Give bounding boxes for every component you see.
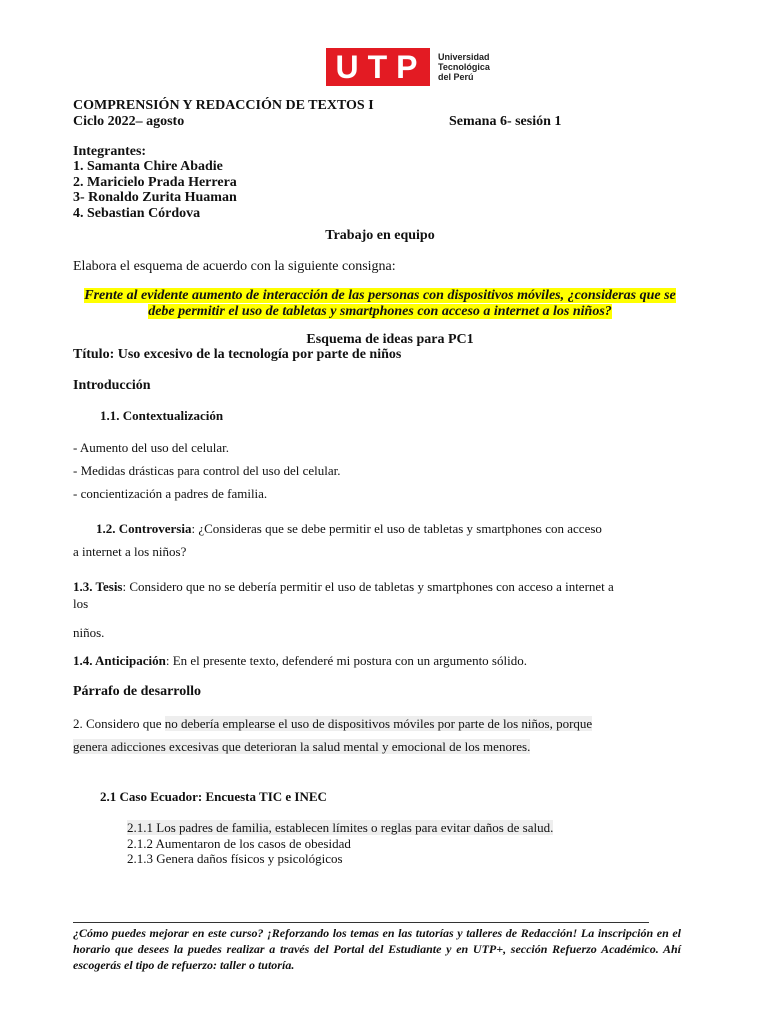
member-item: 4. Sebastian Córdova [73, 206, 201, 221]
cycle-label: Ciclo 2022– agosto [73, 114, 185, 129]
paragraph-2-line-2-text: genera adicciones excesivas que deterioran la salud mental y emocional de los menores. [73, 739, 531, 754]
session-label: Semana 6- sesión 1 [449, 114, 562, 129]
intro-heading: Introducción [73, 378, 151, 393]
university-line-3: del Perú [438, 72, 474, 82]
thesis-line-3: niños. [73, 625, 105, 640]
utp-logo [326, 48, 490, 86]
case-item-text: 2.1.1 Los padres de familia, establecen límites o reglas para evitar daños de salud. [127, 820, 554, 835]
footer-divider [73, 922, 649, 923]
case-heading: 2.1 Caso Ecuador: Encuesta TIC e INEC [100, 789, 327, 804]
prompt-line-1 [60, 288, 700, 304]
case-item [127, 820, 553, 836]
members-title: Integrantes: [73, 144, 147, 159]
prompt-line-2-text: debe permitir el uso de tabletas y smartphones con acceso a internet a los niños? [148, 304, 612, 319]
development-heading: Párrafo de desarrollo [73, 684, 202, 699]
instruction-text: Elabora el esquema de acuerdo con la siguiente consigna: [73, 259, 396, 274]
member-item: 2. Maricielo Prada Herrera [73, 175, 237, 190]
case-item: 2.1.2 Aumentaron de los casos de obesidad [127, 836, 351, 851]
member-item: 3- Ronaldo Zurita Huaman [73, 190, 237, 205]
university-line-2: Tecnológica [438, 62, 490, 72]
scheme-title: Esquema de ideas para PC1 [306, 332, 474, 347]
title-line: Título: Uso excesivo de la tecnología por parte de niños [73, 347, 402, 362]
anticipation-text: : En el presente texto, defenderé mi postura con un argumento sólido. [165, 653, 527, 668]
university-name [438, 52, 490, 82]
case-item: 2.1.3 Genera daños físicos y psicológicos [127, 851, 343, 866]
paragraph-2-line-1 [73, 716, 592, 732]
anticipation-label: 1.4. Anticipación [73, 653, 166, 668]
context-item: - Medidas drásticas para control del uso del celular. [73, 463, 341, 478]
university-line-1: Universidad [438, 52, 490, 62]
paragraph-2-highlight: no debería emplearse el uso de dispositivos móviles por parte de los niños, porque [164, 716, 593, 731]
context-item: - Aumento del uso del celular. [73, 440, 229, 455]
utp-logo-mark: UTP [326, 48, 430, 86]
thesis-line-1 [73, 579, 614, 595]
prompt-line-1-text: Frente al evidente aumento de interacción de las personas con dispositivos móviles, ¿consideras que se [84, 288, 676, 303]
paragraph-2-start: 2. Considero que [73, 716, 165, 731]
context-heading: 1.1. Contextualización [100, 408, 224, 423]
paragraph-2-line-2 [73, 739, 530, 755]
thesis-text: : Considero que no se debería permitir el uso de tabletas y smartphones con acceso a internet a [122, 579, 614, 594]
context-item: - concientización a padres de familia. [73, 486, 268, 501]
controversy-text: : ¿Consideras que se debe permitir el uso de tabletas y smartphones con acceso [191, 521, 602, 536]
controversy-line-1 [96, 521, 602, 537]
controversy-label: 1.2. Controversia [96, 521, 192, 536]
controversy-line-2: a internet a los niños? [73, 544, 187, 559]
work-title: Trabajo en equipo [325, 228, 435, 243]
course-title: COMPRENSIÓN Y REDACCIÓN DE TEXTOS I [73, 98, 374, 113]
thesis-label: 1.3. Tesis [73, 579, 123, 594]
thesis-line-2: los [73, 596, 89, 611]
footer-note: ¿Cómo puedes mejorar en este curso? ¡Reforzando los temas en las tutorías y talleres de Redacción! La inscripción en el horario que desees la puedes realizar a través del Portal del Estudiante y en UTP+, sección Refuerzo Académico. Ahí escogerás el tipo de refuerzo: taller o tutoría. [73, 926, 681, 972]
prompt-line-2 [60, 304, 700, 320]
member-item: 1. Samanta Chire Abadie [73, 159, 223, 174]
anticipation-line [73, 653, 527, 669]
